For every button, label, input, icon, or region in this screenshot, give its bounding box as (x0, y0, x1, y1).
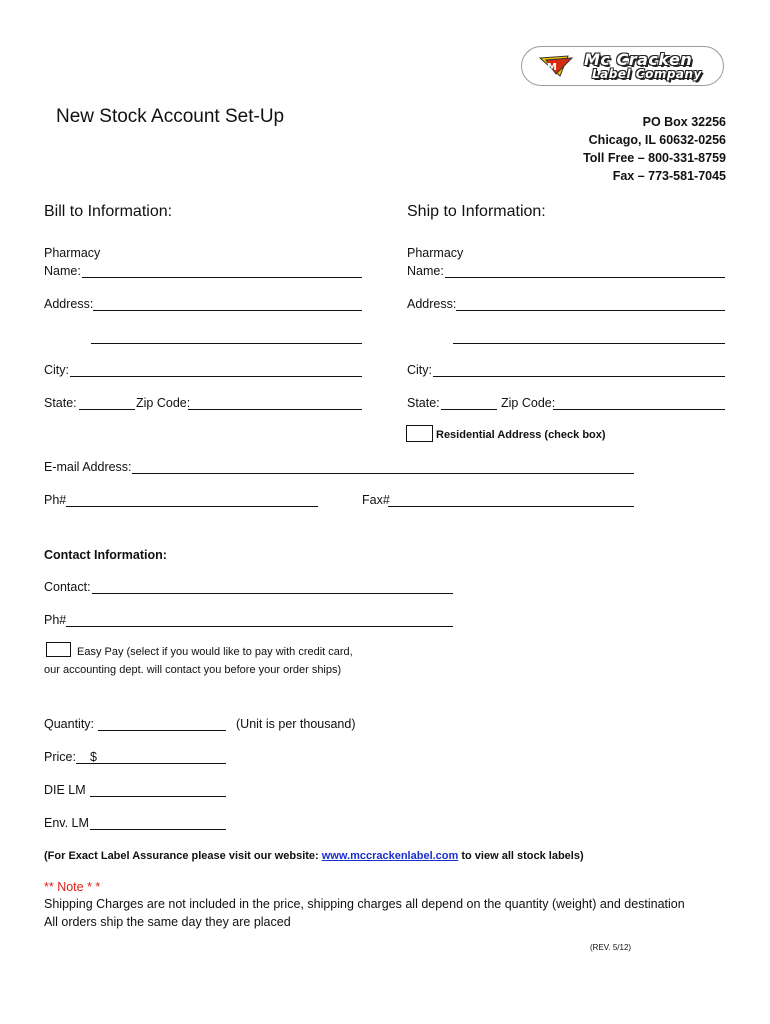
contact-phone-field[interactable] (66, 626, 453, 627)
bill-pharmacy-label: Pharmacy (44, 246, 101, 260)
easy-pay-label-line2: our accounting dept. will contact you before your order ships) (44, 664, 342, 676)
bill-address-label: Address: (44, 297, 94, 311)
ship-pharmacy-label: Pharmacy (407, 246, 464, 260)
company-logo (521, 46, 724, 86)
ship-address-label: Address: (407, 297, 457, 311)
price-currency: $ (90, 750, 97, 764)
die-lm-label: DIE LM (44, 783, 86, 797)
company-address (583, 113, 726, 185)
address-po-box: PO Box 32256 (642, 115, 726, 129)
website-link[interactable]: www.mccrackenlabel.com (321, 850, 459, 862)
contact-heading: Contact Information: (44, 548, 167, 562)
ship-state-label: State: (407, 396, 440, 410)
residential-label: Residential Address (check box) (436, 429, 606, 441)
easy-pay-label-line1: Easy Pay (select if you would like to pay with credit card, (77, 646, 353, 658)
ship-zip-label: Zip Code: (501, 396, 556, 410)
note-heading: ** Note * * (44, 880, 101, 894)
website-prefix: (For Exact Label Assurance please visit our website: (44, 850, 322, 862)
bill-name-field[interactable] (82, 277, 362, 278)
env-lm-field[interactable] (90, 829, 226, 830)
ship-address-field[interactable] (456, 310, 725, 311)
ship-zip-field[interactable] (553, 409, 725, 410)
contact-field[interactable] (92, 593, 453, 594)
contact-phone-label: Ph# (44, 613, 67, 627)
logo-text-line1: Mc Cracken (584, 50, 693, 69)
ship-name-label: Name: (407, 264, 444, 278)
bill-name-label: Name: (44, 264, 81, 278)
svg-text:M: M (547, 62, 557, 73)
bill-state-label: State: (44, 396, 77, 410)
fax-label: Fax# (362, 493, 390, 507)
bill-address-field[interactable] (93, 310, 362, 311)
phone-field[interactable] (66, 506, 318, 507)
logo-text-line2: Label Company (592, 67, 702, 81)
quantity-field[interactable] (98, 730, 226, 731)
ship-address-field-2[interactable] (453, 343, 725, 344)
page-title: New Stock Account Set-Up (56, 106, 285, 127)
bill-address-field-2[interactable] (91, 343, 362, 344)
bill-zip-field[interactable] (188, 409, 362, 410)
easy-pay-checkbox[interactable] (46, 642, 71, 657)
revision-label: (REV. 5/12) (590, 943, 632, 952)
price-field[interactable] (76, 763, 226, 764)
ship-city-label: City: (407, 363, 432, 377)
price-label: Price: (44, 750, 76, 764)
email-label: E-mail Address: (44, 460, 132, 474)
residential-checkbox[interactable] (406, 425, 433, 442)
website-suffix: to view all stock labels) (458, 850, 584, 862)
address-city: Chicago, IL 60632-0256 (588, 133, 726, 147)
phone-label: Ph# (44, 493, 67, 507)
email-field[interactable] (132, 473, 634, 474)
address-fax: Fax – 773-581-7045 (612, 169, 726, 183)
contact-label: Contact: (44, 580, 91, 594)
ship-state-field[interactable] (441, 409, 497, 410)
bill-zip-label: Zip Code: (136, 396, 191, 410)
die-lm-field[interactable] (90, 796, 226, 797)
unit-note: (Unit is per thousand) (236, 717, 356, 731)
fax-field[interactable] (388, 506, 634, 507)
note-same-day: All orders ship the same day they are placed (44, 915, 291, 929)
bill-city-field[interactable] (70, 376, 362, 377)
ship-city-field[interactable] (433, 376, 725, 377)
address-toll-free: Toll Free – 800-331-8759 (583, 151, 726, 165)
ship-name-field[interactable] (445, 277, 725, 278)
bill-to-heading: Bill to Information: (44, 203, 173, 220)
quantity-label: Quantity: (44, 717, 95, 731)
env-lm-label: Env. LM (44, 816, 89, 830)
bill-city-label: City: (44, 363, 69, 377)
website-note (44, 850, 584, 862)
logo-mark-icon (538, 54, 574, 78)
bill-state-field[interactable] (79, 409, 135, 410)
note-shipping-charges: Shipping Charges are not included in the price, shipping charges all depend on the quantity (weight) and destination (44, 897, 685, 911)
ship-to-heading: Ship to Information: (407, 203, 546, 220)
